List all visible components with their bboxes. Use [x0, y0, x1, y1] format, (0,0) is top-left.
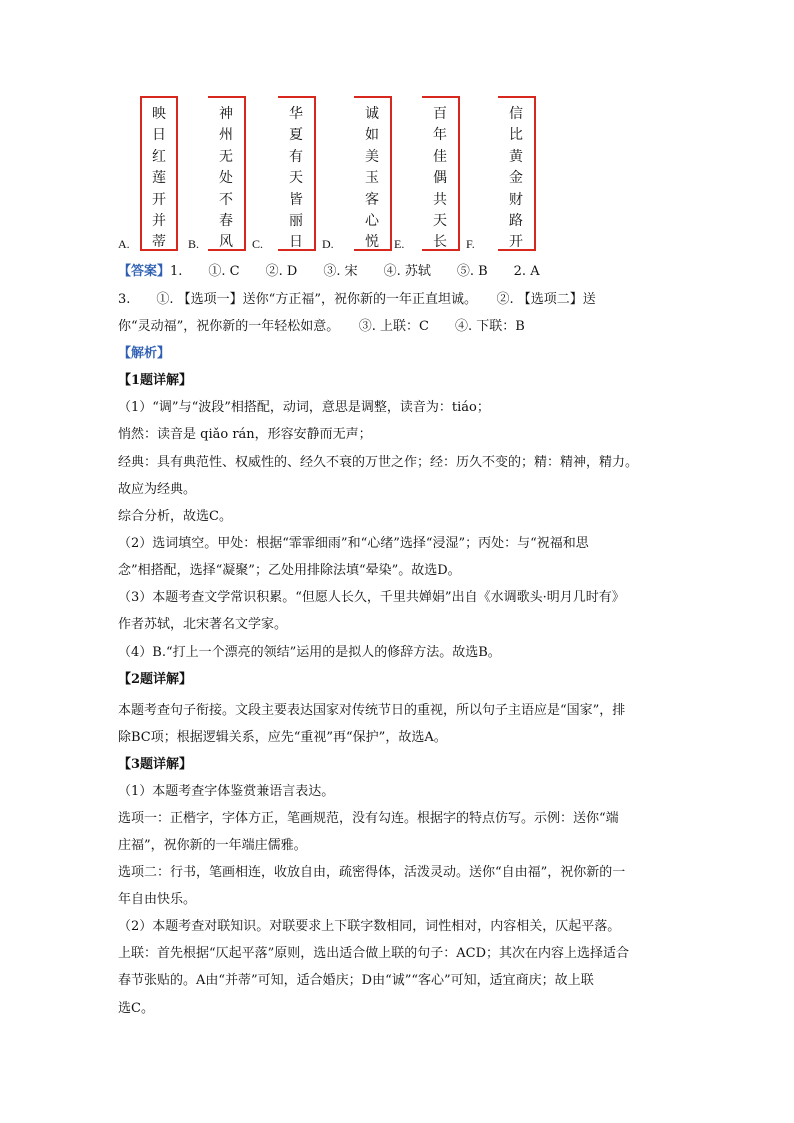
q1-header: 【1题详解】	[118, 373, 193, 388]
couplet-char: 比	[509, 127, 523, 144]
couplet-char: 日	[289, 234, 303, 251]
couplet-strip-b	[208, 96, 246, 251]
couplet-char: 信	[509, 106, 523, 122]
q3-header: 【3题详解】	[118, 757, 193, 772]
q1-line: （1）“调”与“波段”相搭配，动词，意思是调整，读音为：tiáo；	[118, 400, 490, 415]
couplet-char: 州	[219, 127, 233, 144]
couplet-char: 偶	[433, 170, 447, 187]
couplet-char: 神	[219, 106, 233, 122]
q3-line: 年自由快乐。	[118, 892, 197, 907]
couplet-char: 丽	[289, 213, 303, 230]
couplet-label-e: E.	[394, 237, 405, 251]
couplet-char: 不	[219, 191, 233, 208]
couplet-label-d: D.	[322, 237, 334, 251]
couplet-char: 并	[152, 213, 166, 230]
q1-line: （2）选词填空。甲处：根据“霏霏细雨”和“心绪”选择“浸湿”；丙处：与“祝福和思	[118, 536, 589, 551]
q1-line: 综合分析，故选C。	[118, 509, 232, 524]
couplet-char: 春	[219, 213, 233, 230]
answer-tag: 【答案】	[118, 264, 171, 279]
couplet-char: 天	[433, 213, 447, 230]
couplet-strip-a	[140, 96, 178, 251]
answer-line-1	[118, 262, 540, 282]
couplet-options	[118, 96, 558, 256]
couplet-label-f: F.	[466, 237, 475, 251]
couplet-char: 玉	[365, 170, 379, 187]
couplet-char: 佳	[433, 148, 447, 165]
answer-line-3: 你“灵动福”，祝你新的一年轻松如意。 ③. 上联：C ④. 下联：B	[118, 319, 525, 334]
couplet-strip-d	[354, 96, 392, 251]
couplet-char: 皆	[289, 191, 303, 208]
q2-header: 【2题详解】	[118, 672, 193, 687]
q3-line: 庄福”，祝你新的一年端庄儒雅。	[118, 838, 307, 853]
q3-line: 选项二：行书，笔画相连，收放自由，疏密得体，活泼灵动。送你“自由福”，祝你新的一	[118, 865, 626, 880]
couplet-char: 年	[433, 127, 447, 144]
q3-line: 春节张贴的。A由“并蒂”可知，适合婚庆；D由“诚”“客心”可知，适宜商庆；故上联	[118, 973, 594, 988]
couplet-char: 有	[289, 148, 303, 165]
q3-line: 选项一：正楷字，字体方正，笔画规范，没有勾连。根据字的特点仿写。示例：送你“端	[118, 811, 619, 826]
q3-line: （2）本题考查对联知识。对联要求上下联字数相同，词性相对，内容相关，仄起平落。	[118, 919, 621, 934]
couplet-char: 开	[509, 234, 523, 251]
couplet-char: 处	[219, 170, 233, 187]
couplet-char: 悦	[365, 234, 379, 251]
couplet-char: 红	[152, 148, 166, 165]
couplet-char: 诚	[365, 106, 379, 122]
couplet-char: 夏	[289, 127, 303, 144]
q1-line: （4）B.“打上一个漂亮的领结”运用的是拟人的修辞方法。故选B。	[118, 645, 501, 660]
couplet-char: 百	[433, 106, 447, 122]
q3-line: 选C。	[118, 1001, 154, 1016]
couplet-label-a: A.	[118, 237, 130, 251]
answer-text: 1. ①. C ②. D ③. 宋 ④. 苏轼 ⑤. B 2. A	[170, 264, 540, 279]
couplet-char: 美	[365, 148, 379, 165]
q2-line: 除BC项；根据逻辑关系，应先“重视”再“保护”，故选A。	[118, 730, 447, 745]
couplet-char: 共	[433, 191, 447, 208]
couplet-char: 日	[152, 127, 166, 144]
couplet-label-c: C.	[252, 237, 264, 251]
analysis-tag: 【解析】	[118, 346, 171, 361]
couplet-strip-f	[498, 96, 536, 251]
couplet-label-b: B.	[188, 237, 200, 251]
couplet-char: 无	[219, 148, 233, 165]
q1-line: 念”相搭配，选择“凝聚”；乙处用排除法填“晕染”。故选D。	[118, 563, 461, 578]
q1-line: 悄然：读音是 qiǎo rán，形容安静而无声；	[118, 427, 372, 442]
answer-line-2: 3. ①. 【选项一】送你“方正福”，祝你新的一年正直坦诚。 ②. 【选项二】送	[118, 292, 596, 307]
couplet-char: 风	[219, 234, 233, 251]
q1-line: 经典：具有典范性、权威性的、经久不衰的万世之作；经：历久不变的；精：精神，精力。	[118, 455, 639, 470]
couplet-char: 金	[509, 170, 523, 187]
q1-line: 作者苏轼，北宋著名文学家。	[118, 617, 288, 632]
couplet-char: 路	[509, 213, 523, 230]
couplet-char: 莲	[152, 170, 166, 187]
couplet-char: 财	[509, 191, 523, 208]
couplet-char: 华	[289, 106, 303, 122]
q3-line: （1）本题考查字体鉴赏兼语言表达。	[118, 784, 335, 799]
couplet-char: 如	[365, 127, 379, 144]
couplet-strip-c	[278, 96, 316, 251]
couplet-strip-e	[422, 96, 460, 251]
couplet-char: 蒂	[152, 234, 166, 251]
couplet-char: 心	[365, 213, 379, 230]
q3-line: 上联：首先根据“仄起平落”原则，选出适合做上联的句子：ACD；其次在内容上选择适合	[118, 946, 630, 961]
couplet-char: 长	[433, 234, 447, 251]
couplet-char: 天	[289, 170, 303, 187]
q1-line: （3）本题考查文学常识积累。“但愿人长久，千里共婵娟”出自《水调歌头·明月几时有》	[118, 590, 625, 605]
couplet-char: 开	[152, 191, 166, 208]
q1-line: 故应为经典。	[118, 482, 197, 497]
couplet-char: 映	[152, 106, 166, 122]
q2-line: 本题考查句子衔接。文段主要表达国家对传统节日的重视，所以句子主语应是“国家”，排	[118, 703, 626, 718]
couplet-char: 客	[365, 191, 379, 208]
couplet-char: 黄	[509, 148, 523, 165]
